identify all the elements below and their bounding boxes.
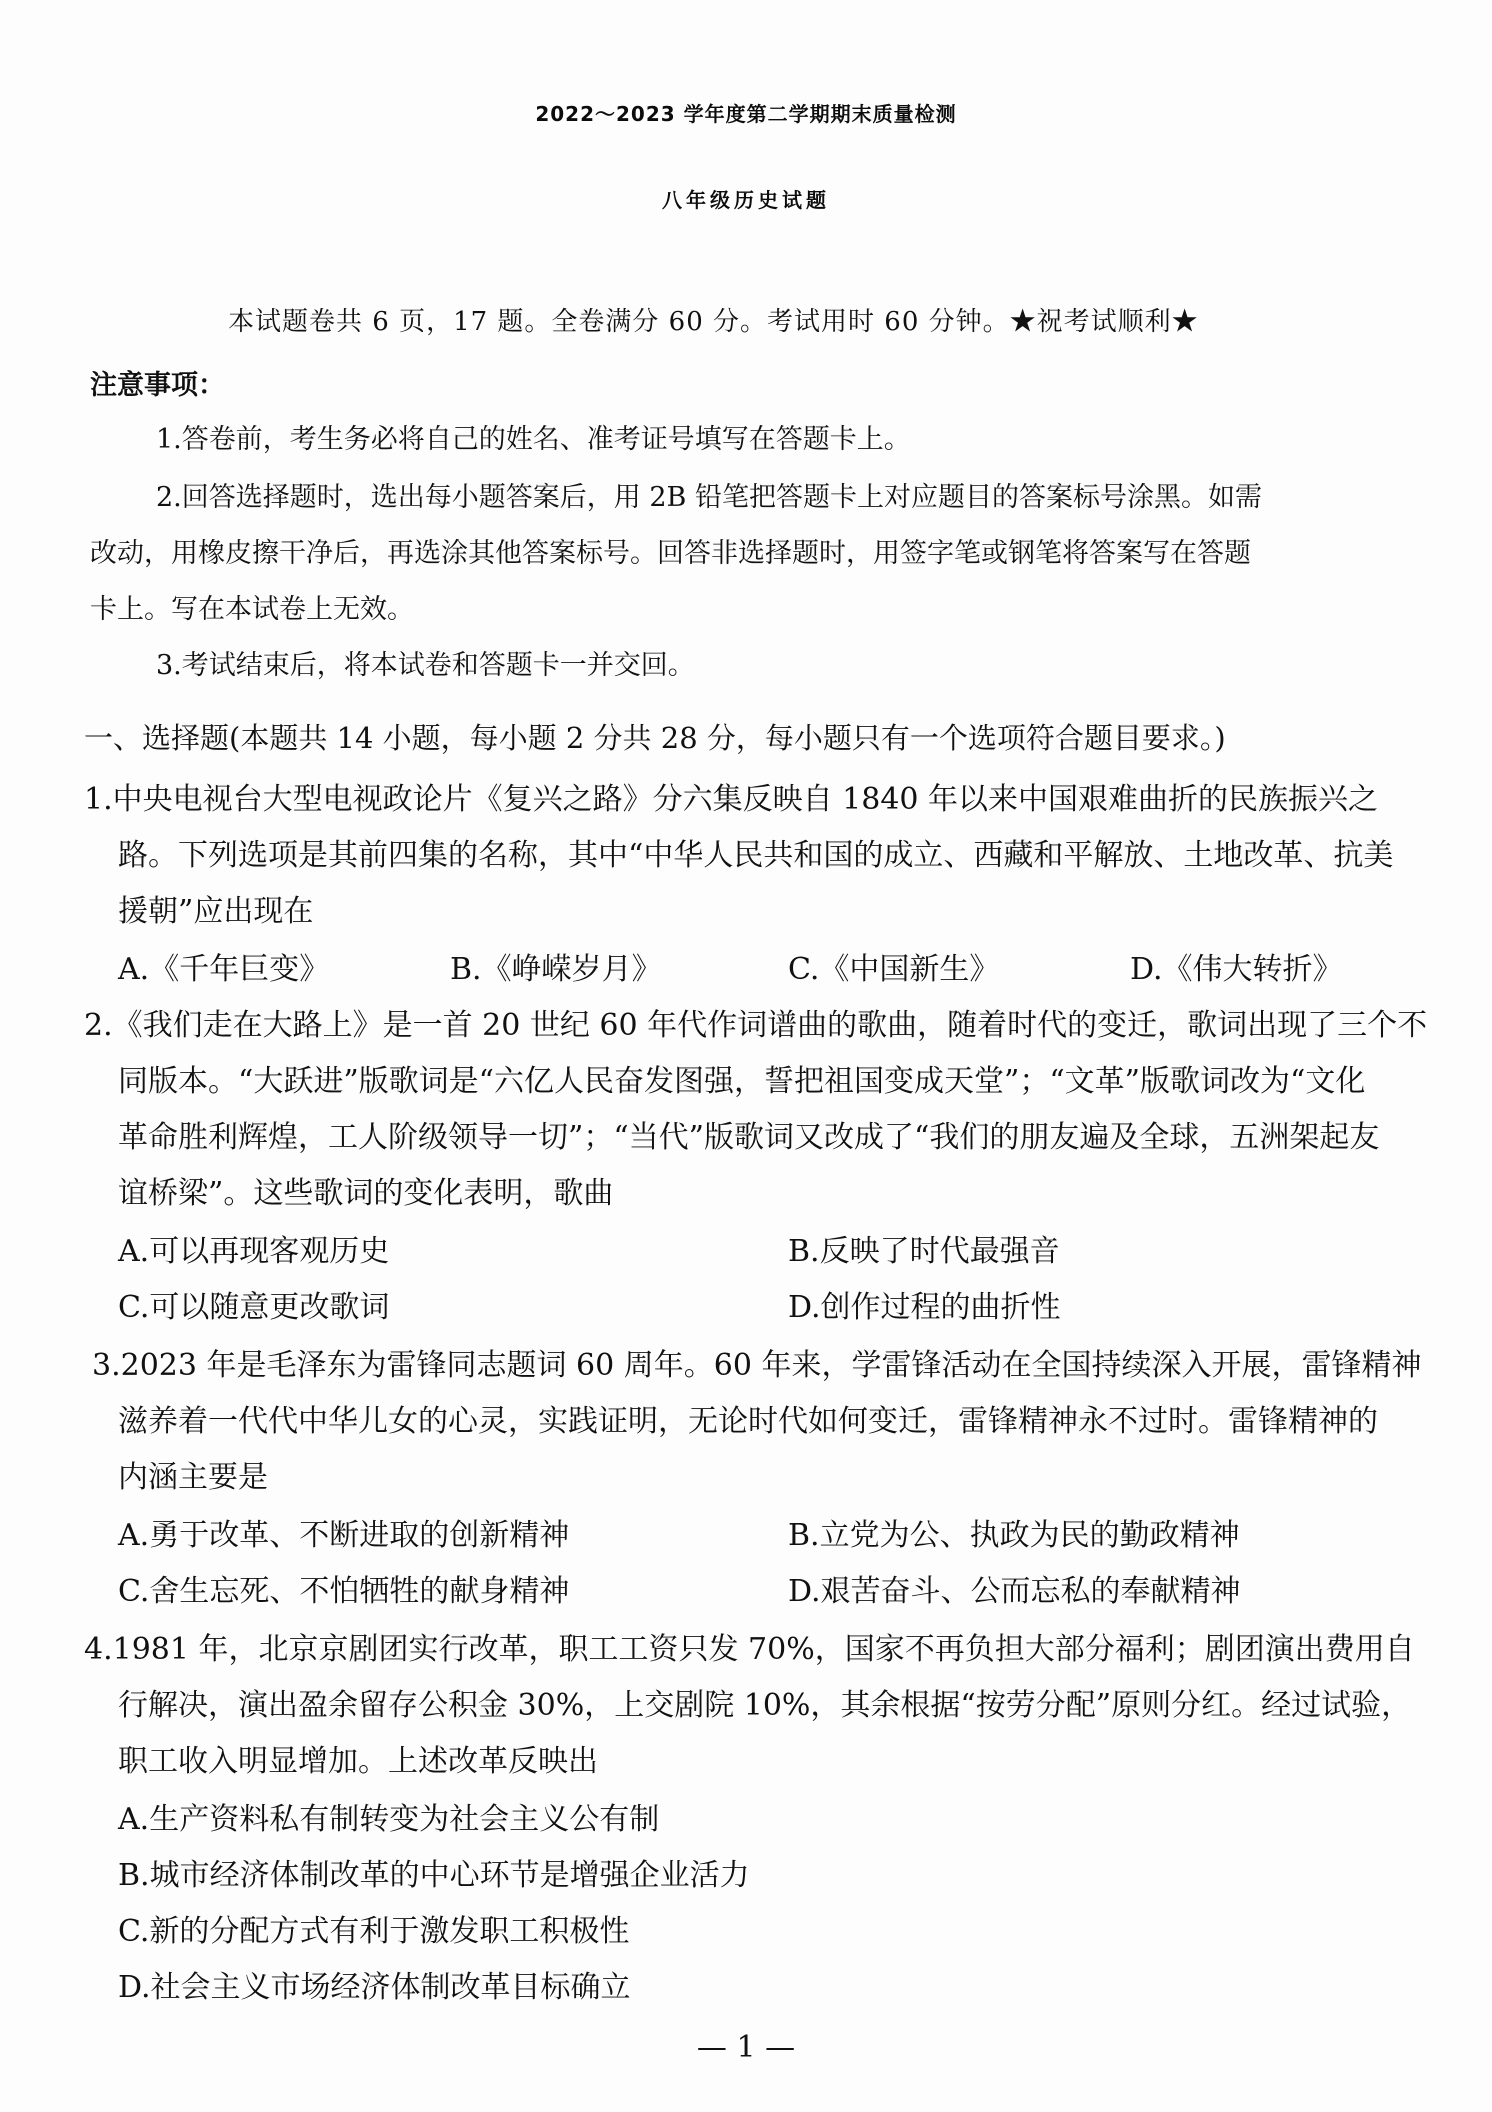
question-1-option-d: D.《伟大转折》 (1130, 952, 1343, 987)
question-2-line4: 谊桥梁”。这些歌词的变化表明，歌曲 (118, 1176, 614, 1211)
question-4-option-c: C.新的分配方式有利于激发职工积极性 (118, 1914, 630, 1949)
question-1-option-b: B.《峥嵘岁月》 (450, 952, 662, 987)
question-1-line2: 路。下列选项是其前四集的名称，其中“中华人民共和国的成立、西藏和平解放、土地改革、抗美 (118, 838, 1394, 873)
question-3-option-c: C.舍生忘死、不怕牺牲的献身精神 (118, 1574, 570, 1609)
question-3-option-a: A.勇于改革、不断进取的创新精神 (118, 1518, 570, 1553)
notice-item-1: 1.答卷前，考生务必将自己的姓名、准考证号填写在答题卡上。 (156, 424, 911, 455)
question-4-option-b: B.城市经济体制改革的中心环节是增强企业活力 (118, 1858, 750, 1893)
question-3-option-d: D.艰苦奋斗、公而忘私的奉献精神 (788, 1574, 1241, 1609)
question-3-line2: 滋养着一代代中华儿女的心灵，实践证明，无论时代如何变迁，雷锋精神永不过时。雷锋精神的 (118, 1404, 1378, 1439)
question-4-option-d: D.社会主义市场经济体制改革目标确立 (118, 1970, 631, 2005)
question-2-line3: 革命胜利辉煌，工人阶级领导一切”；“当代”版歌词又改成了“我们的朋友遍及全球，五洲架起友 (118, 1120, 1380, 1155)
section-heading: 一、选择题(本题共 14 小题，每小题 2 分共 28 分，每小题只有一个选项符合题目要求。) (84, 721, 1226, 755)
question-4-option-a: A.生产资料私有制转变为社会主义公有制 (118, 1802, 660, 1837)
question-3-line1: 3.2023 年是毛泽东为雷锋同志题词 60 周年。60 年来，学雷锋活动在全国持续深入开展，雷锋精神 (92, 1348, 1422, 1383)
question-4-line1: 4.1981 年，北京京剧团实行改革，职工工资只发 70%，国家不再负担大部分福利；剧团演出费用自 (84, 1632, 1415, 1667)
question-1-option-c: C.《中国新生》 (788, 952, 1000, 987)
page-number: — 1 — (696, 2030, 796, 2065)
exam-title: 2022～2023 学年度第二学期期末质量检测 (535, 102, 957, 126)
question-2-option-a: A.可以再现客观历史 (118, 1234, 390, 1269)
question-2-option-d: D.创作过程的曲折性 (788, 1290, 1061, 1325)
question-4-line2: 行解决，演出盈余留存公积金 30%，上交剧院 10%，其余根据“按劳分配”原则分红。经过试验， (118, 1688, 1412, 1723)
question-1-line1: 1.中央电视台大型电视政论片《复兴之路》分六集反映自 1840 年以来中国艰难曲折的民族振兴之 (84, 782, 1379, 817)
question-3-option-b: B.立党为公、执政为民的勤政精神 (788, 1518, 1240, 1553)
notice-item-2-line1: 2.回答选择题时，选出每小题答案后，用 2B 铅笔把答题卡上对应题目的答案标号涂黑。如需 (156, 482, 1262, 513)
notice-item-2-line3: 卡上。写在本试卷上无效。 (90, 594, 414, 625)
notice-heading: 注意事项： (90, 370, 225, 401)
question-3-line3: 内涵主要是 (118, 1460, 268, 1495)
question-4-line3: 职工收入明显增加。上述改革反映出 (118, 1744, 598, 1779)
question-1-option-a: A.《千年巨变》 (118, 952, 330, 987)
question-2-option-c: C.可以随意更改歌词 (118, 1290, 390, 1325)
question-2-line2: 同版本。“大跃进”版歌词是“六亿人民奋发图强，誓把祖国变成天堂”；“文革”版歌词改为“文化 (118, 1064, 1366, 1099)
question-2-line1: 2.《我们走在大路上》是一首 20 世纪 60 年代作词谱曲的歌曲，随着时代的变迁，歌词出现了三个不 (84, 1008, 1428, 1043)
notice-item-3: 3.考试结束后，将本试卷和答题卡一并交回。 (156, 650, 695, 681)
question-1-line3: 援朝”应出现在 (118, 894, 314, 929)
question-2-option-b: B.反映了时代最强音 (788, 1234, 1060, 1269)
exam-subtitle: 八年级历史试题 (662, 188, 830, 212)
notice-item-2-line2: 改动，用橡皮擦干净后，再选涂其他答案标号。回答非选择题时，用签字笔或钢笔将答案写在答题 (90, 538, 1251, 569)
exam-intro: 本试题卷共 6 页，17 题。全卷满分 60 分。考试用时 60 分钟。★祝考试顺利★ (228, 307, 1199, 337)
